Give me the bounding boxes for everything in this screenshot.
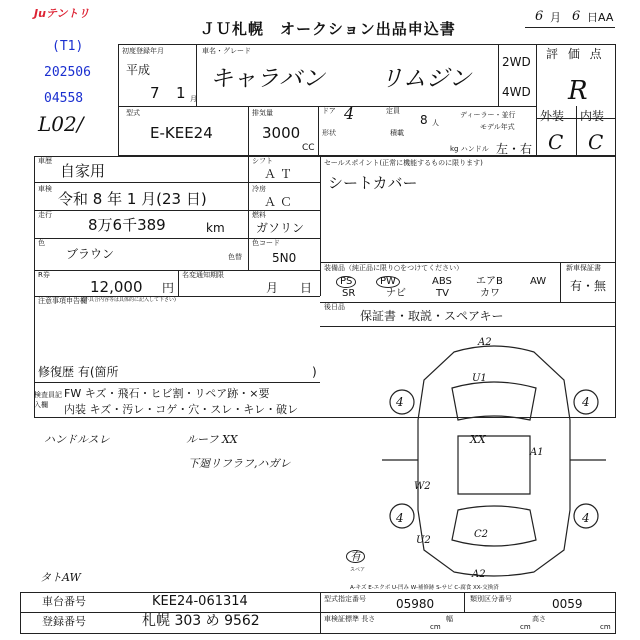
plate-label: 登録番号 xyxy=(42,615,86,628)
inspection-label: 車検 xyxy=(38,185,52,193)
reg-month-unit: 月 xyxy=(190,95,197,103)
reg-month: 1 xyxy=(176,84,186,102)
equip-sr: SR xyxy=(342,288,356,299)
date-underline xyxy=(525,27,615,28)
int-grade: C xyxy=(588,130,604,154)
model-label: 型式 xyxy=(126,109,140,117)
fuel: ガソリン xyxy=(256,221,305,235)
load-label: 積載 xyxy=(390,129,404,137)
notes-sub: (不具合内容等は具体的に記入して下さい) xyxy=(82,297,176,303)
cc-unit: CC xyxy=(302,143,315,153)
accessories-label: 後日品 xyxy=(324,303,345,311)
equip-tv: TV xyxy=(436,288,449,299)
capacity: 8 xyxy=(420,113,428,127)
brand-logo: Juテントリ xyxy=(34,7,90,20)
recycle-label: R券 xyxy=(38,271,50,279)
equip-pw: PW xyxy=(376,276,400,288)
sales-point-label: セールスポイント(正常に機能するものに限ります) xyxy=(324,159,483,167)
color-code-label: 色コード xyxy=(252,239,280,247)
type-number: 05980 xyxy=(396,597,435,611)
damage-legend: A-キズ E-エクボ U-凹み W-補修跡 S-サビ C-腐食 XX-交換済 xyxy=(350,585,499,591)
damage-rear-c2: C2 xyxy=(474,529,489,540)
equip-ps: PS xyxy=(336,276,356,288)
date-month: 6 xyxy=(535,9,544,24)
damage-side-a1: A1 xyxy=(530,447,544,458)
ac: ＡＣ xyxy=(264,195,297,209)
door-count: 4 xyxy=(344,104,355,123)
date-month-unit: 月 xyxy=(550,11,561,24)
km-unit: km xyxy=(206,221,225,235)
tire-fr: 4 xyxy=(582,395,590,409)
damage-roof-xx: XX xyxy=(470,433,486,446)
displacement-label: 排気量 xyxy=(252,109,273,117)
damage-rear-u2: U2 xyxy=(416,535,431,546)
equipment-label: 装備品（純正品に限り○をつけてください） xyxy=(324,264,464,272)
color-label: 色 xyxy=(38,239,45,247)
model-code: E-KEE24 xyxy=(150,124,213,142)
car-name-label: 車名・グレード xyxy=(202,47,251,55)
equip-leather: カワ xyxy=(480,288,500,299)
ref-code-2: 202506 xyxy=(44,65,91,80)
width-label: 幅 xyxy=(446,615,453,623)
shift: ＡＴ xyxy=(264,167,297,181)
color-change-label: 色替 xyxy=(228,253,242,261)
car-diagram xyxy=(374,337,614,580)
eval-label: 評 価 点 xyxy=(546,47,605,61)
shift-label: シフト xyxy=(252,157,273,165)
ac-label: 冷房 xyxy=(252,185,266,193)
date-day-unit: 日AA xyxy=(587,11,614,24)
handwritten-code: L02/ xyxy=(38,112,84,136)
handle-side: 左・右 xyxy=(496,142,533,156)
mileage: 8万6千389 xyxy=(88,216,166,234)
drive-4wd: 4WD xyxy=(502,85,531,99)
damage-side-w2: W2 xyxy=(414,481,431,492)
warranty: 有・無 xyxy=(570,279,607,293)
color: ブラウン xyxy=(66,247,115,261)
int-label: 内装 xyxy=(580,109,605,123)
reg-date-label: 初度登録年月 xyxy=(122,47,164,55)
form-title: ＪＵ札幌 オークション出品申込書 xyxy=(200,20,456,38)
inspector-label: 検査員記入欄 xyxy=(34,391,62,409)
category-label: 車歴 xyxy=(38,157,52,165)
spare-tire: 有 xyxy=(346,550,365,563)
fw-line: FW キズ・飛石・ヒビ割・リペア跡・×要 xyxy=(64,387,270,400)
equip-navi: ナビ xyxy=(386,288,406,299)
length-unit: cm xyxy=(430,623,441,631)
damage-hood-u1: U1 xyxy=(472,373,487,384)
ext-grade: C xyxy=(548,130,564,154)
eval-score: R xyxy=(568,76,588,106)
ext-label: 外装 xyxy=(540,109,565,123)
ref-code-1: (T1) xyxy=(52,39,84,54)
category: 自家用 xyxy=(60,162,106,180)
date-day: 6 xyxy=(572,9,581,24)
note-roof: ルーフ XX xyxy=(186,433,238,446)
interior-line: 内装 キズ・汚レ・コゲ・穴・スレ・キレ・破レ xyxy=(64,403,299,416)
capacity-unit: 人 xyxy=(432,119,439,127)
yen-unit: 円 xyxy=(162,281,175,295)
drive-2wd: 2WD xyxy=(502,55,531,69)
displacement: 3000 xyxy=(262,124,301,142)
ref-code-3: 04558 xyxy=(44,91,84,106)
class-label: 類別区分番号 xyxy=(470,595,512,603)
capacity-label: 定員 xyxy=(386,107,400,115)
warranty-label: 新車保証書 xyxy=(566,264,601,272)
door-label: ドア xyxy=(322,107,336,115)
car-grade: リムジン xyxy=(380,66,472,92)
spare-label: スペア xyxy=(350,567,366,573)
repair-history: 修復歴 有(箇所 xyxy=(38,365,119,379)
chassis-number: KEE24-061314 xyxy=(152,594,248,609)
equip-abs: ABS xyxy=(432,276,452,287)
tire-rl: 4 xyxy=(396,511,404,525)
equip-aw: AW xyxy=(530,276,547,287)
tire-fl: 4 xyxy=(396,395,404,409)
type-label: 型式指定番号 xyxy=(324,595,366,603)
sales-point: シートカバー xyxy=(328,174,418,192)
color-code: 5N0 xyxy=(272,251,297,265)
tire-rr: 4 xyxy=(582,511,590,525)
note-underbody: 下廻リフラフ,ハガレ xyxy=(188,457,291,470)
length-label: 車検証標準 長さ xyxy=(324,615,376,623)
name-change-label: 名変通知期限 xyxy=(182,271,224,279)
notes-label: 注意事項申告欄 xyxy=(38,297,87,305)
mileage-label: 走行 xyxy=(38,211,52,219)
height-unit: cm xyxy=(600,623,611,631)
accessories: 保証書・取説・スペアキー xyxy=(360,309,504,323)
shape-label: 形状 xyxy=(322,129,336,137)
reg-year: 7 xyxy=(150,84,160,102)
car-name: キャラバン xyxy=(210,66,325,92)
fuel-label: 燃料 xyxy=(252,211,266,219)
model-year-label: モデル年式 xyxy=(480,123,515,131)
kg-handle-label: kg ハンドル xyxy=(450,145,489,153)
height-label: 高さ xyxy=(532,615,546,623)
repair-bracket: ) xyxy=(312,365,317,379)
damage-front-a2: A2 xyxy=(478,337,492,348)
dealer-label: ディーラー・並行 xyxy=(460,111,516,119)
plate-number: 札幌 303 め 9562 xyxy=(142,613,260,629)
width-unit: cm xyxy=(520,623,531,631)
damage-rear-a2: A2 xyxy=(472,569,486,580)
name-change-month: 月 xyxy=(266,281,279,295)
note-handle: ハンドルスレ xyxy=(44,433,110,446)
equip-airbag: エアB xyxy=(476,276,503,287)
class-number: 0059 xyxy=(552,597,583,611)
era: 平成 xyxy=(126,63,151,77)
name-change-day: 日 xyxy=(300,281,313,295)
note-aw: タトAW xyxy=(40,571,81,584)
recycle-fee: 12,000 xyxy=(90,278,143,296)
inspection-date: 令和 8 年 1 月(23 日) xyxy=(58,190,207,208)
chassis-label: 車台番号 xyxy=(42,595,86,608)
